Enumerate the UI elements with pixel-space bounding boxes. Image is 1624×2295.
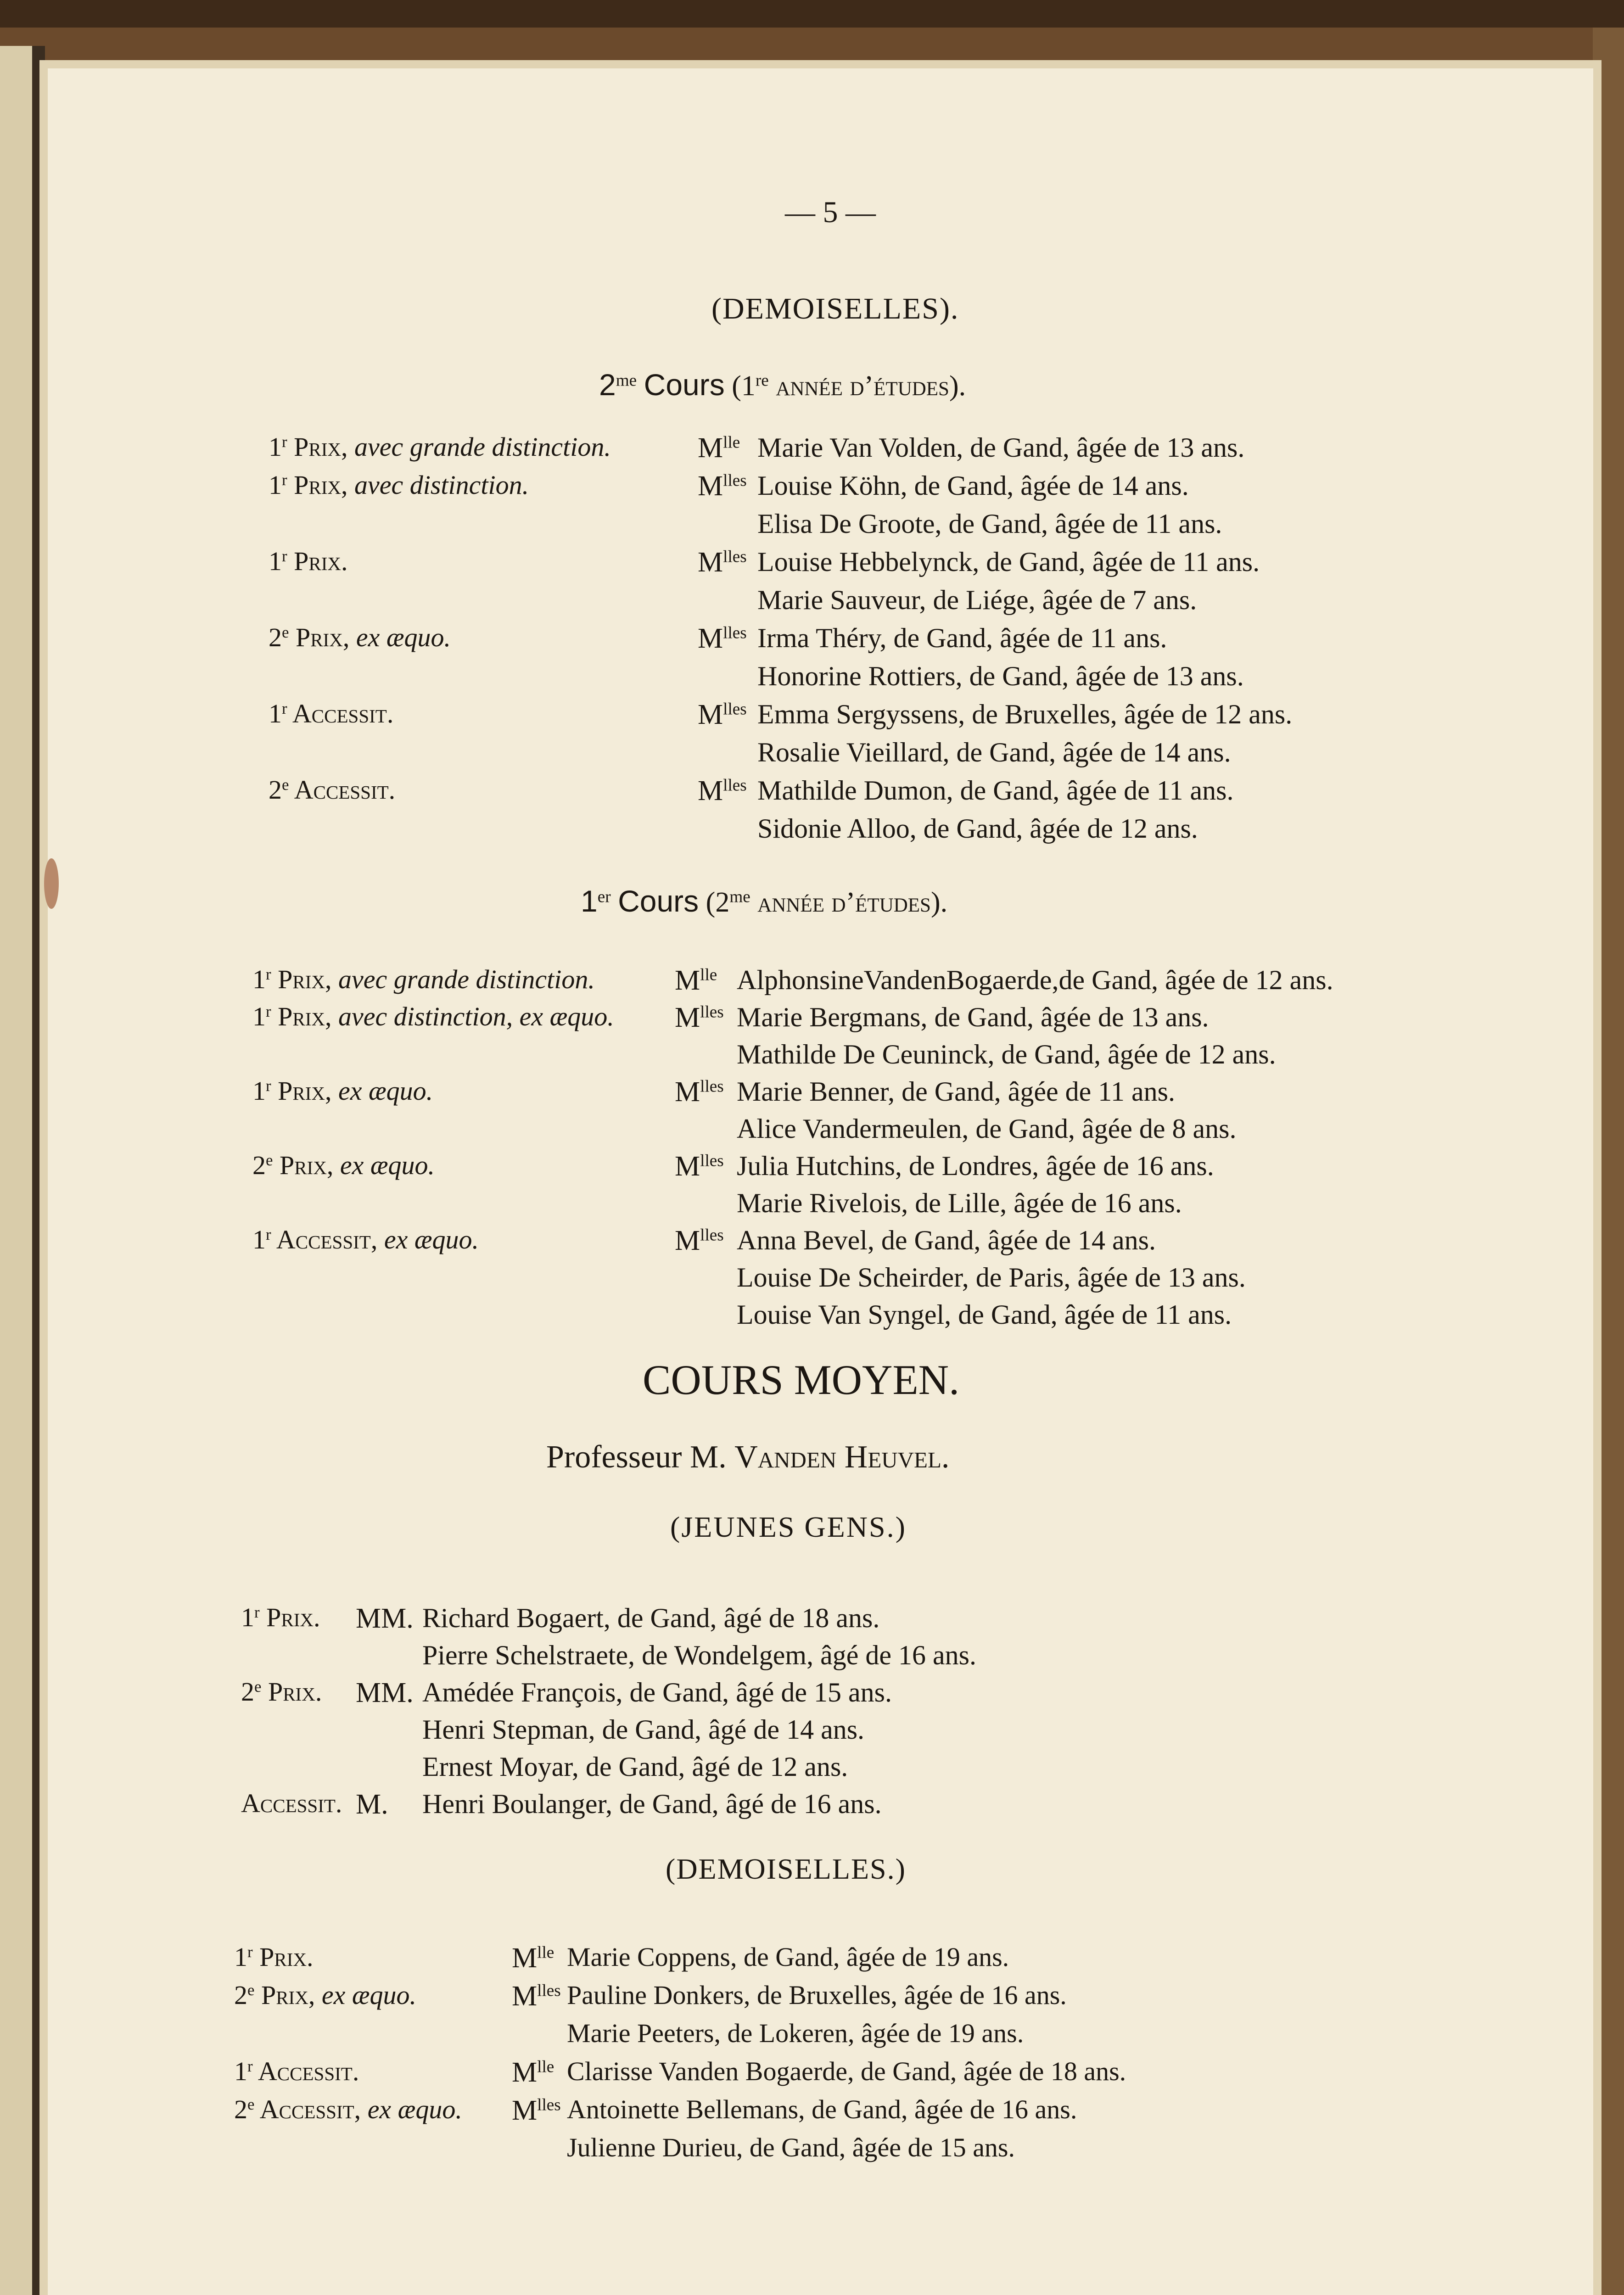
honorific-text: M xyxy=(698,432,723,464)
honorific-sup: lles xyxy=(537,1981,561,2000)
entry-name: Marie Bergmans, de Gand, âgée de 13 ans. xyxy=(737,1002,1209,1032)
award-label xyxy=(252,1152,435,1179)
award-type: Prix, xyxy=(289,622,356,652)
award-qualifier: avec grande distinction. xyxy=(354,432,611,462)
course-word: Cours xyxy=(644,368,725,402)
award-number: 2 xyxy=(234,2094,247,2124)
course-year-rest: année d’études). xyxy=(757,887,948,918)
honorific-sup: lles xyxy=(700,1226,724,1245)
section-title-demoiselles-moyen: (DEMOISELLES.) xyxy=(666,1853,906,1885)
honorific-text: M xyxy=(512,2057,538,2088)
section-title-demoiselles: (DEMOISELLES). xyxy=(711,292,959,325)
honorific-sup: lles xyxy=(537,2095,561,2115)
honorific-sup: lles xyxy=(700,1002,724,1022)
honorific-sup: lles xyxy=(723,776,747,795)
award-number: 1 xyxy=(252,1225,266,1254)
course-year-open: (1 xyxy=(732,370,756,402)
honorific-text: MM. xyxy=(356,1677,414,1708)
award-label xyxy=(241,1679,322,1705)
section-title-jeunes-gens: (JEUNES GENS.) xyxy=(670,1511,907,1543)
honorific xyxy=(698,624,747,653)
entry-name: Clarisse Vanden Bogaerde, de Gand, âgée de 18 ans. xyxy=(567,2056,1126,2086)
entry-name: Ernest Moyar, de Gand, âgé de 12 ans. xyxy=(422,1752,848,1782)
award-label xyxy=(269,624,451,651)
award-label xyxy=(269,472,529,498)
award-label xyxy=(234,2096,462,2123)
entry-name: AlphonsineVandenBogaerde,de Gand, âgée de 12 ans. xyxy=(737,965,1333,995)
award-qualifier: ex æquo. xyxy=(367,2094,462,2124)
award-number: 1 xyxy=(269,699,282,728)
award-number-sup: r xyxy=(266,1002,271,1020)
entry-name: Marie Van Volden, de Gand, âgée de 13 ans. xyxy=(757,432,1245,463)
award-number: 1 xyxy=(234,2056,247,2086)
award-label xyxy=(234,2058,359,2085)
award-number-sup: e xyxy=(282,623,289,641)
award-qualifier: ex æquo. xyxy=(384,1225,479,1254)
entry-name: Henri Boulanger, de Gand, âgé de 16 ans. xyxy=(422,1789,882,1819)
award-number: 1 xyxy=(252,1076,266,1106)
entry-name: Marie Sauveur, de Liége, âgée de 7 ans. xyxy=(757,585,1197,615)
award-number-sup: r xyxy=(282,470,287,489)
honorific xyxy=(675,1003,724,1032)
honorific xyxy=(356,1679,414,1707)
entry-name: Honorine Rottiers, de Gand, âgée de 13 ans. xyxy=(757,661,1244,691)
award-type: Prix, xyxy=(254,1980,322,2010)
award-label xyxy=(269,777,395,803)
course-ordinal: 2 xyxy=(599,368,616,402)
award-label xyxy=(234,1982,416,2009)
award-label xyxy=(241,1604,320,1631)
award-type: Prix, xyxy=(271,964,338,994)
award-number: 1 xyxy=(269,432,282,462)
course-title-2me xyxy=(599,369,966,400)
honorific xyxy=(512,1944,554,1972)
award-number: 1 xyxy=(252,964,266,994)
award-label xyxy=(234,1944,313,1970)
award-type: Prix, xyxy=(273,1150,340,1180)
honorific-text: M xyxy=(675,1076,700,1108)
course-year-sup: me xyxy=(729,887,750,907)
honorific-text: M xyxy=(512,1942,538,1974)
entry-name: Richard Bogaert, de Gand, âgé de 18 ans. xyxy=(422,1603,880,1633)
award-qualifier: ex æquo. xyxy=(340,1150,435,1180)
honorific-text: M xyxy=(512,1981,538,2012)
award-number-sup: e xyxy=(247,2095,255,2113)
entry-name: Emma Sergyssens, de Bruxelles, âgée de 12 ans. xyxy=(757,699,1293,729)
award-type: Accessit, xyxy=(254,2094,368,2124)
award-number-sup: r xyxy=(282,699,287,717)
award-qualifier: avec grande distinction. xyxy=(338,964,595,994)
honorific xyxy=(512,2096,561,2125)
entry-name: Mathilde De Ceuninck, de Gand, âgée de 12 ans. xyxy=(737,1039,1276,1069)
award-number: 1 xyxy=(252,1002,266,1031)
course-year-rest: année d’études). xyxy=(776,370,966,402)
honorific xyxy=(356,1790,388,1819)
award-type: Prix, xyxy=(287,432,354,462)
course-ordinal-sup: me xyxy=(616,371,637,390)
honorific-sup: lle xyxy=(700,965,717,985)
entry-name: Pierre Schelstraete, de Wondelgem, âgé de 16 ans. xyxy=(422,1640,976,1670)
honorific-text: M xyxy=(512,2095,538,2126)
course-ordinal: 1 xyxy=(581,884,598,918)
award-number: 2 xyxy=(241,1677,254,1707)
course-ordinal-sup: er xyxy=(597,887,611,907)
award-type: Prix. xyxy=(261,1677,322,1707)
award-number-sup: r xyxy=(282,432,287,451)
honorific xyxy=(675,1226,724,1255)
honorific-sup: lle xyxy=(537,1943,554,1962)
honorific xyxy=(698,777,747,805)
entry-name: Anna Bevel, de Gand, âgée de 14 ans. xyxy=(737,1225,1156,1255)
professor-line xyxy=(546,1441,949,1473)
award-qualifier: avec distinction. xyxy=(354,470,529,500)
honorific xyxy=(356,1604,414,1633)
award-type: Accessit. xyxy=(289,775,396,805)
professor-label: Professeur M. xyxy=(546,1439,727,1475)
award-type: Prix, xyxy=(271,1076,338,1106)
award-number-sup: r xyxy=(266,965,271,983)
award-type: Accessit. xyxy=(252,2056,359,2086)
award-type: Prix. xyxy=(287,546,348,576)
entry-name: Rosalie Vieillard, de Gand, âgée de 14 ans. xyxy=(757,737,1231,767)
honorific xyxy=(698,434,740,462)
entry-name: Julia Hutchins, de Londres, âgée de 16 ans. xyxy=(737,1151,1214,1181)
entry-name: Pauline Donkers, de Bruxelles, âgée de 16 ans. xyxy=(567,1980,1067,2010)
honorific-text: M xyxy=(698,547,723,578)
honorific-text: M xyxy=(698,623,723,654)
award-label xyxy=(252,1078,433,1104)
award-number-sup: r xyxy=(282,547,287,565)
entry-name: Alice Vandermeulen, de Gand, âgée de 8 ans. xyxy=(737,1114,1237,1144)
honorific-sup: lles xyxy=(700,1077,724,1096)
award-number: 1 xyxy=(241,1602,254,1632)
entry-name: Mathilde Dumon, de Gand, âgée de 11 ans. xyxy=(757,775,1234,806)
entry-name: Antoinette Bellemans, de Gand, âgée de 16 ans. xyxy=(567,2094,1077,2124)
award-number-sup: e xyxy=(247,1981,255,1999)
award-number-sup: r xyxy=(266,1076,271,1095)
award-number: 1 xyxy=(269,546,282,576)
honorific-text: M. xyxy=(356,1789,388,1820)
award-number: 2 xyxy=(252,1150,266,1180)
honorific xyxy=(675,1078,724,1106)
professor-name: Vanden Heuvel. xyxy=(734,1439,950,1475)
award-label xyxy=(252,1226,479,1253)
entry-name: Amédée François, de Gand, âgé de 15 ans. xyxy=(422,1677,892,1707)
honorific-text: M xyxy=(675,1002,700,1033)
award-type: Prix. xyxy=(259,1602,320,1632)
cours-moyen-title: COURS MOYEN. xyxy=(643,1356,960,1403)
honorific xyxy=(512,1982,561,2010)
entry-name: Julienne Durieu, de Gand, âgée de 15 ans. xyxy=(567,2133,1015,2162)
entry-name: Marie Peeters, de Lokeren, âgée de 19 ans. xyxy=(567,2018,1024,2048)
honorific xyxy=(675,966,717,995)
honorific xyxy=(512,2058,554,2087)
award-qualifier: ex æquo. xyxy=(321,1980,416,2010)
course-year-sup: re xyxy=(755,371,769,390)
honorific xyxy=(698,700,747,729)
entry-name: Louise Köhn, de Gand, âgée de 14 ans. xyxy=(757,470,1189,501)
award-number-sup: r xyxy=(247,2057,253,2075)
honorific-text: MM. xyxy=(356,1603,414,1634)
award-qualifier: ex æquo. xyxy=(356,622,451,652)
entry-name: Louise Hebbelynck, de Gand, âgée de 11 ans. xyxy=(757,547,1260,577)
course-title-1er xyxy=(581,886,947,917)
award-type: Accessit. xyxy=(287,699,394,728)
entry-name: Henri Stepman, de Gand, âgé de 14 ans. xyxy=(422,1714,865,1745)
entry-name: Louise De Scheirder, de Paris, âgée de 13 ans. xyxy=(737,1262,1246,1293)
award-label xyxy=(252,966,595,993)
page-number: — 5 — xyxy=(785,196,876,229)
honorific-sup: lles xyxy=(700,1151,724,1170)
award-qualifier: avec distinction, ex æquo. xyxy=(338,1002,614,1031)
award-number-sup: e xyxy=(254,1677,262,1696)
honorific-sup: lle xyxy=(537,2057,554,2077)
award-number-sup: e xyxy=(282,775,289,794)
award-number-sup: r xyxy=(254,1603,260,1621)
course-year-open: (2 xyxy=(706,887,730,918)
award-label xyxy=(252,1003,614,1030)
honorific-text: M xyxy=(675,1151,700,1182)
honorific-sup: lles xyxy=(723,471,747,490)
award-type: Prix. xyxy=(252,1942,314,1972)
award-type: Accessit. xyxy=(241,1788,342,1818)
award-number: 2 xyxy=(234,1980,247,2010)
honorific-sup: lles xyxy=(723,700,747,719)
honorific-sup: lles xyxy=(723,623,747,643)
award-number: 2 xyxy=(269,622,282,652)
course-word: Cours xyxy=(618,884,699,918)
document-page xyxy=(41,64,1602,2295)
award-label xyxy=(269,434,611,460)
award-number: 2 xyxy=(269,775,282,805)
entry-name: Marie Benner, de Gand, âgée de 11 ans. xyxy=(737,1076,1175,1107)
award-type: Prix, xyxy=(287,470,354,500)
entry-name: Sidonie Alloo, de Gand, âgée de 12 ans. xyxy=(757,813,1198,844)
award-label xyxy=(269,700,393,727)
entry-name: Marie Coppens, de Gand, âgée de 19 ans. xyxy=(567,1942,1009,1972)
honorific-sup: lle xyxy=(723,433,740,452)
award-number: 1 xyxy=(234,1942,247,1972)
award-number-sup: e xyxy=(266,1151,273,1169)
entry-name: Marie Rivelois, de Lille, âgée de 16 ans. xyxy=(737,1188,1182,1218)
honorific-text: M xyxy=(698,699,723,730)
award-qualifier: ex æquo. xyxy=(338,1076,433,1106)
honorific xyxy=(675,1152,724,1181)
entry-name: Irma Théry, de Gand, âgée de 11 ans. xyxy=(757,623,1167,653)
award-number-sup: r xyxy=(247,1942,253,1961)
award-type: Accessit, xyxy=(271,1225,384,1254)
honorific-text: M xyxy=(675,965,700,996)
award-number-sup: r xyxy=(266,1225,271,1243)
award-type: Prix, xyxy=(271,1002,338,1031)
honorific-sup: lles xyxy=(723,547,747,566)
entry-name: Elisa De Groote, de Gand, âgée de 11 ans. xyxy=(757,509,1222,539)
honorific xyxy=(698,472,747,500)
award-label xyxy=(269,548,347,575)
entry-name: Louise Van Syngel, de Gand, âgée de 11 ans. xyxy=(737,1299,1232,1330)
honorific-text: M xyxy=(698,470,723,502)
honorific-text: M xyxy=(698,775,723,806)
honorific xyxy=(698,548,747,577)
award-number: 1 xyxy=(269,470,282,500)
honorific-text: M xyxy=(675,1225,700,1256)
award-label xyxy=(241,1790,342,1817)
